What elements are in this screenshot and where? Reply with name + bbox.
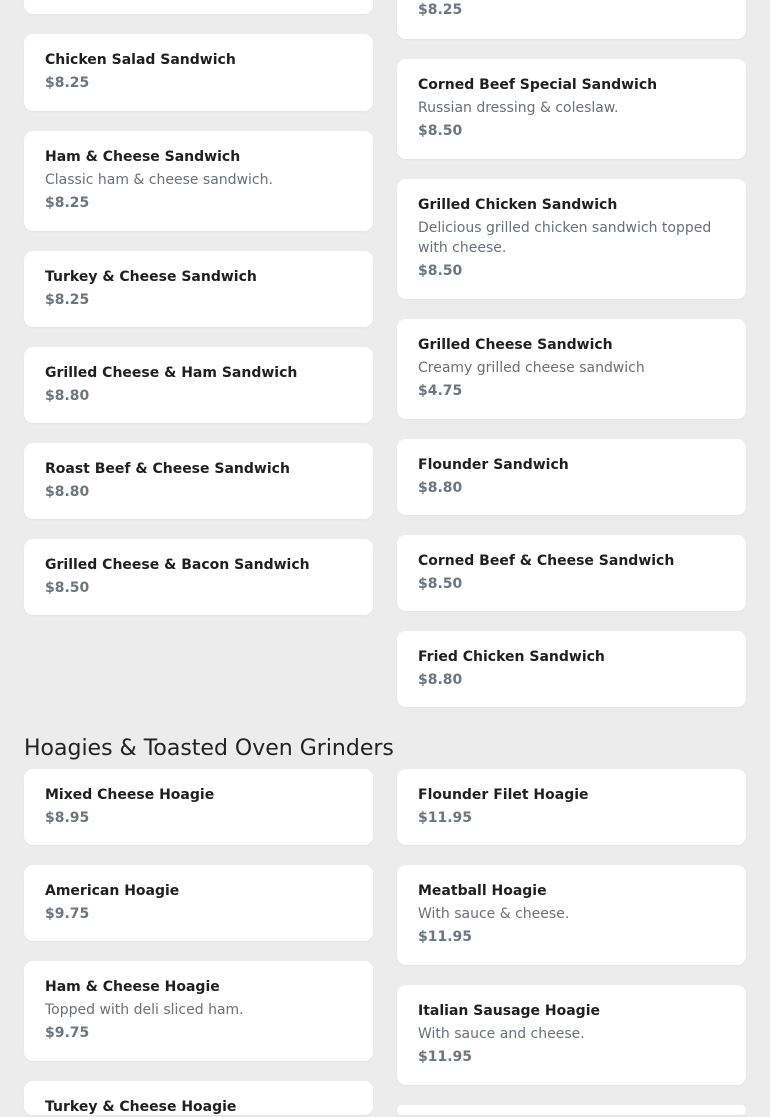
menu-item-card[interactable]	[397, 0, 746, 39]
item-price: $8.50	[418, 576, 463, 592]
menu-item-card[interactable]	[24, 131, 373, 231]
item-description: Delicious grilled chicken sandwich topped with cheese.	[418, 220, 712, 256]
item-description: Classic ham & cheese sandwich.	[45, 172, 273, 188]
item-price: $8.80	[45, 484, 90, 500]
item-name: Roast Beef & Cheese Sandwich	[45, 461, 290, 477]
item-name: Grilled Chicken Sandwich	[418, 197, 618, 213]
menu-item-card[interactable]	[24, 769, 373, 845]
item-name: Grilled Cheese & Ham Sandwich	[45, 365, 298, 381]
item-name: Ham & Cheese Sandwich	[45, 149, 241, 165]
item-price: $8.50	[45, 580, 90, 596]
item-price: $11.95	[418, 929, 473, 945]
item-name: Grilled Cheese & Bacon Sandwich	[45, 557, 310, 573]
item-description: Russian dressing & coleslaw.	[418, 100, 619, 116]
item-name: Mixed Cheese Hoagie	[45, 787, 215, 803]
item-price: $8.25	[418, 2, 463, 18]
item-description: With sauce and cheese.	[418, 1026, 585, 1042]
item-price: $8.25	[45, 75, 90, 91]
item-name: Turkey & Cheese Hoagie	[45, 1099, 237, 1115]
menu-item-card[interactable]	[24, 961, 373, 1061]
item-description: Creamy grilled cheese sandwich	[418, 360, 645, 376]
item-price: $9.75	[45, 1025, 90, 1041]
item-name: Turkey & Cheese Sandwich	[45, 269, 257, 285]
menu-item-card[interactable]	[397, 179, 746, 299]
item-price: $8.80	[418, 672, 463, 688]
item-price: $8.80	[45, 388, 90, 404]
item-price: $8.80	[418, 480, 463, 496]
item-name: Chicken Salad Sandwich	[45, 52, 236, 68]
menu-item-card[interactable]	[397, 985, 746, 1085]
menu-item-card[interactable]	[24, 347, 373, 423]
menu-item-card[interactable]	[397, 535, 746, 611]
item-price: $11.95	[418, 810, 473, 826]
item-description: With sauce & cheese.	[418, 906, 570, 922]
item-name: Grilled Cheese Sandwich	[418, 337, 613, 353]
menu-item-card[interactable]	[397, 631, 746, 707]
item-name: Ham & Cheese Hoagie	[45, 979, 220, 995]
menu-item-card[interactable]	[24, 865, 373, 941]
item-price: $8.95	[45, 810, 90, 826]
menu-item-card[interactable]	[24, 34, 373, 111]
section-title-hoagies: Hoagies & Toasted Oven Grinders	[24, 736, 394, 761]
menu-item-card[interactable]	[24, 1081, 373, 1115]
item-price: $11.95	[418, 1049, 473, 1065]
item-description: Topped with deli sliced ham.	[45, 1002, 244, 1018]
item-name: Corned Beef & Cheese Sandwich	[418, 553, 675, 569]
item-price: $8.50	[418, 123, 463, 139]
item-price: $4.75	[418, 383, 463, 399]
item-name: Meatball Hoagie	[418, 883, 547, 899]
item-price: $9.75	[45, 906, 90, 922]
item-name: Flounder Filet Hoagie	[418, 787, 589, 803]
item-name: Corned Beef Special Sandwich	[418, 77, 658, 93]
item-name: American Hoagie	[45, 883, 180, 899]
item-name: Fried Chicken Sandwich	[418, 649, 605, 665]
menu-item-card[interactable]	[24, 443, 373, 519]
item-name: Flounder Sandwich	[418, 457, 569, 473]
menu-item-card[interactable]	[397, 59, 746, 159]
item-price: $8.50	[418, 263, 463, 279]
menu-item-card[interactable]	[397, 439, 746, 515]
menu-item-card[interactable]	[24, 0, 373, 14]
menu-item-card[interactable]	[397, 769, 746, 845]
item-price: $8.25	[45, 292, 90, 308]
item-price: $8.25	[45, 195, 90, 211]
menu-item-card[interactable]	[397, 865, 746, 965]
menu-item-card[interactable]	[24, 539, 373, 615]
menu-item-card[interactable]	[397, 319, 746, 419]
menu-item-card[interactable]	[24, 251, 373, 327]
menu-item-card[interactable]	[397, 1105, 746, 1115]
item-name: Italian Sausage Hoagie	[418, 1003, 600, 1019]
